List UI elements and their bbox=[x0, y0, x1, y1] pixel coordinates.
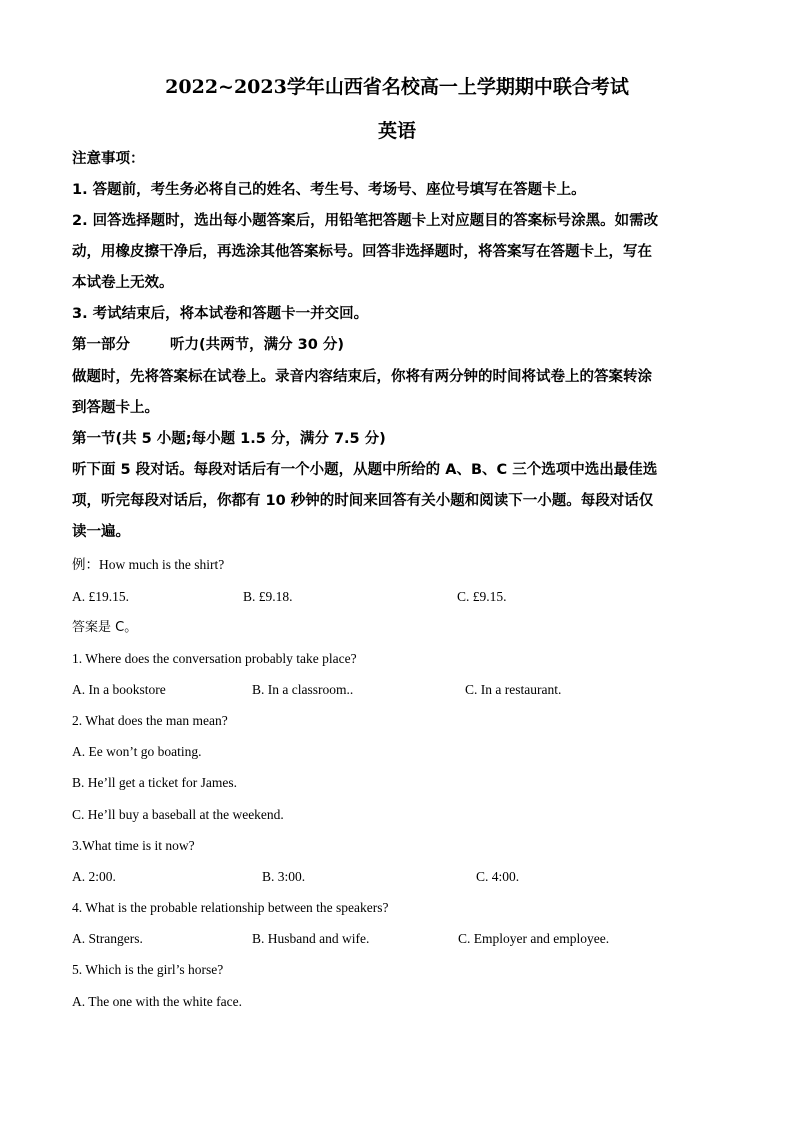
example-question: 例：How much is the shirt? bbox=[72, 557, 225, 572]
question-3: 3.What time is it now? bbox=[72, 838, 195, 853]
note-item-2-line-1: 2. 回答选择题时，选出每小题答案后，用铅笔把答题卡上对应题目的答案标号涂黑。如需改 bbox=[72, 213, 659, 229]
question-4-option-c: C. Employer and employee. bbox=[458, 931, 610, 946]
question-1-option-c: C. In a restaurant. bbox=[465, 682, 562, 697]
question-3-option-b: B. 3:00. bbox=[262, 869, 306, 884]
question-3-option-a: A. 2:00. bbox=[72, 869, 116, 884]
exam-title: 2022~2023学年山西省名校高一上学期期中联合考试 bbox=[165, 76, 629, 98]
example-option-a: A. £19.15. bbox=[72, 589, 129, 604]
part1-instruction-line-2: 到答题卡上。 bbox=[72, 400, 159, 416]
part1-title: 听力(共两节，满分 30 分) bbox=[170, 337, 345, 353]
question-3-option-c: C. 4:00. bbox=[476, 869, 520, 884]
question-1-option-a: A. In a bookstore bbox=[72, 682, 166, 697]
question-2-option-a: A. Ee won’t go boating. bbox=[72, 744, 202, 759]
question-5: 5. Which is the girl’s horse? bbox=[72, 962, 224, 977]
note-item-3: 3. 考试结束后，将本试卷和答题卡一并交回。 bbox=[72, 306, 369, 322]
question-2-option-c: C. He’ll buy a baseball at the weekend. bbox=[72, 807, 284, 822]
question-4-option-b: B. Husband and wife. bbox=[252, 931, 370, 946]
part1-instruction-line-1: 做题时，先将答案标在试卷上。录音内容结束后，你将有两分钟的时间将试卷上的答案转涂 bbox=[72, 369, 652, 385]
part1-heading bbox=[72, 330, 722, 361]
section1-heading: 第一节(共 5 小题;每小题 1.5 分，满分 7.5 分) bbox=[72, 431, 386, 447]
subject-title: 英语 bbox=[377, 120, 416, 142]
question-5-option-a: A. The one with the white face. bbox=[72, 994, 242, 1009]
question-1: 1. Where does the conversation probably take place? bbox=[72, 651, 357, 666]
notes-heading: 注意事项： bbox=[72, 151, 145, 167]
example-answer: 答案是 C。 bbox=[72, 620, 138, 635]
note-item-2-line-3: 本试卷上无效。 bbox=[72, 275, 174, 291]
question-4-option-a: A. Strangers. bbox=[72, 931, 143, 946]
part1-label: 第一部分 bbox=[72, 337, 130, 353]
example-option-b: B. £9.18. bbox=[243, 589, 293, 604]
section1-instruction-line-1: 听下面 5 段对话。每段对话后有一个小题，从题中所给的 A、B、C 三个选项中选出最佳选 bbox=[72, 462, 658, 478]
example-option-c: C. £9.15. bbox=[457, 589, 507, 604]
question-1-option-b: B. In a classroom.. bbox=[252, 682, 354, 697]
section1-instruction-line-2: 项，听完每段对话后，你都有 10 秒钟的时间来回答有关小题和阅读下一小题。每段对话仅 bbox=[72, 493, 654, 509]
question-2-option-b: B. He’ll get a ticket for James. bbox=[72, 775, 237, 790]
section1-instruction-line-3: 读一遍。 bbox=[72, 524, 130, 540]
note-item-1: 1. 答题前，考生务必将自己的姓名、考生号、考场号、座位号填写在答题卡上。 bbox=[72, 182, 586, 198]
question-4: 4. What is the probable relationship between the speakers? bbox=[72, 900, 389, 915]
note-item-2-line-2: 动，用橡皮擦干净后，再选涂其他答案标号。回答非选择题时，将答案写在答题卡上，写在 bbox=[72, 244, 652, 260]
question-2: 2. What does the man mean? bbox=[72, 713, 228, 728]
